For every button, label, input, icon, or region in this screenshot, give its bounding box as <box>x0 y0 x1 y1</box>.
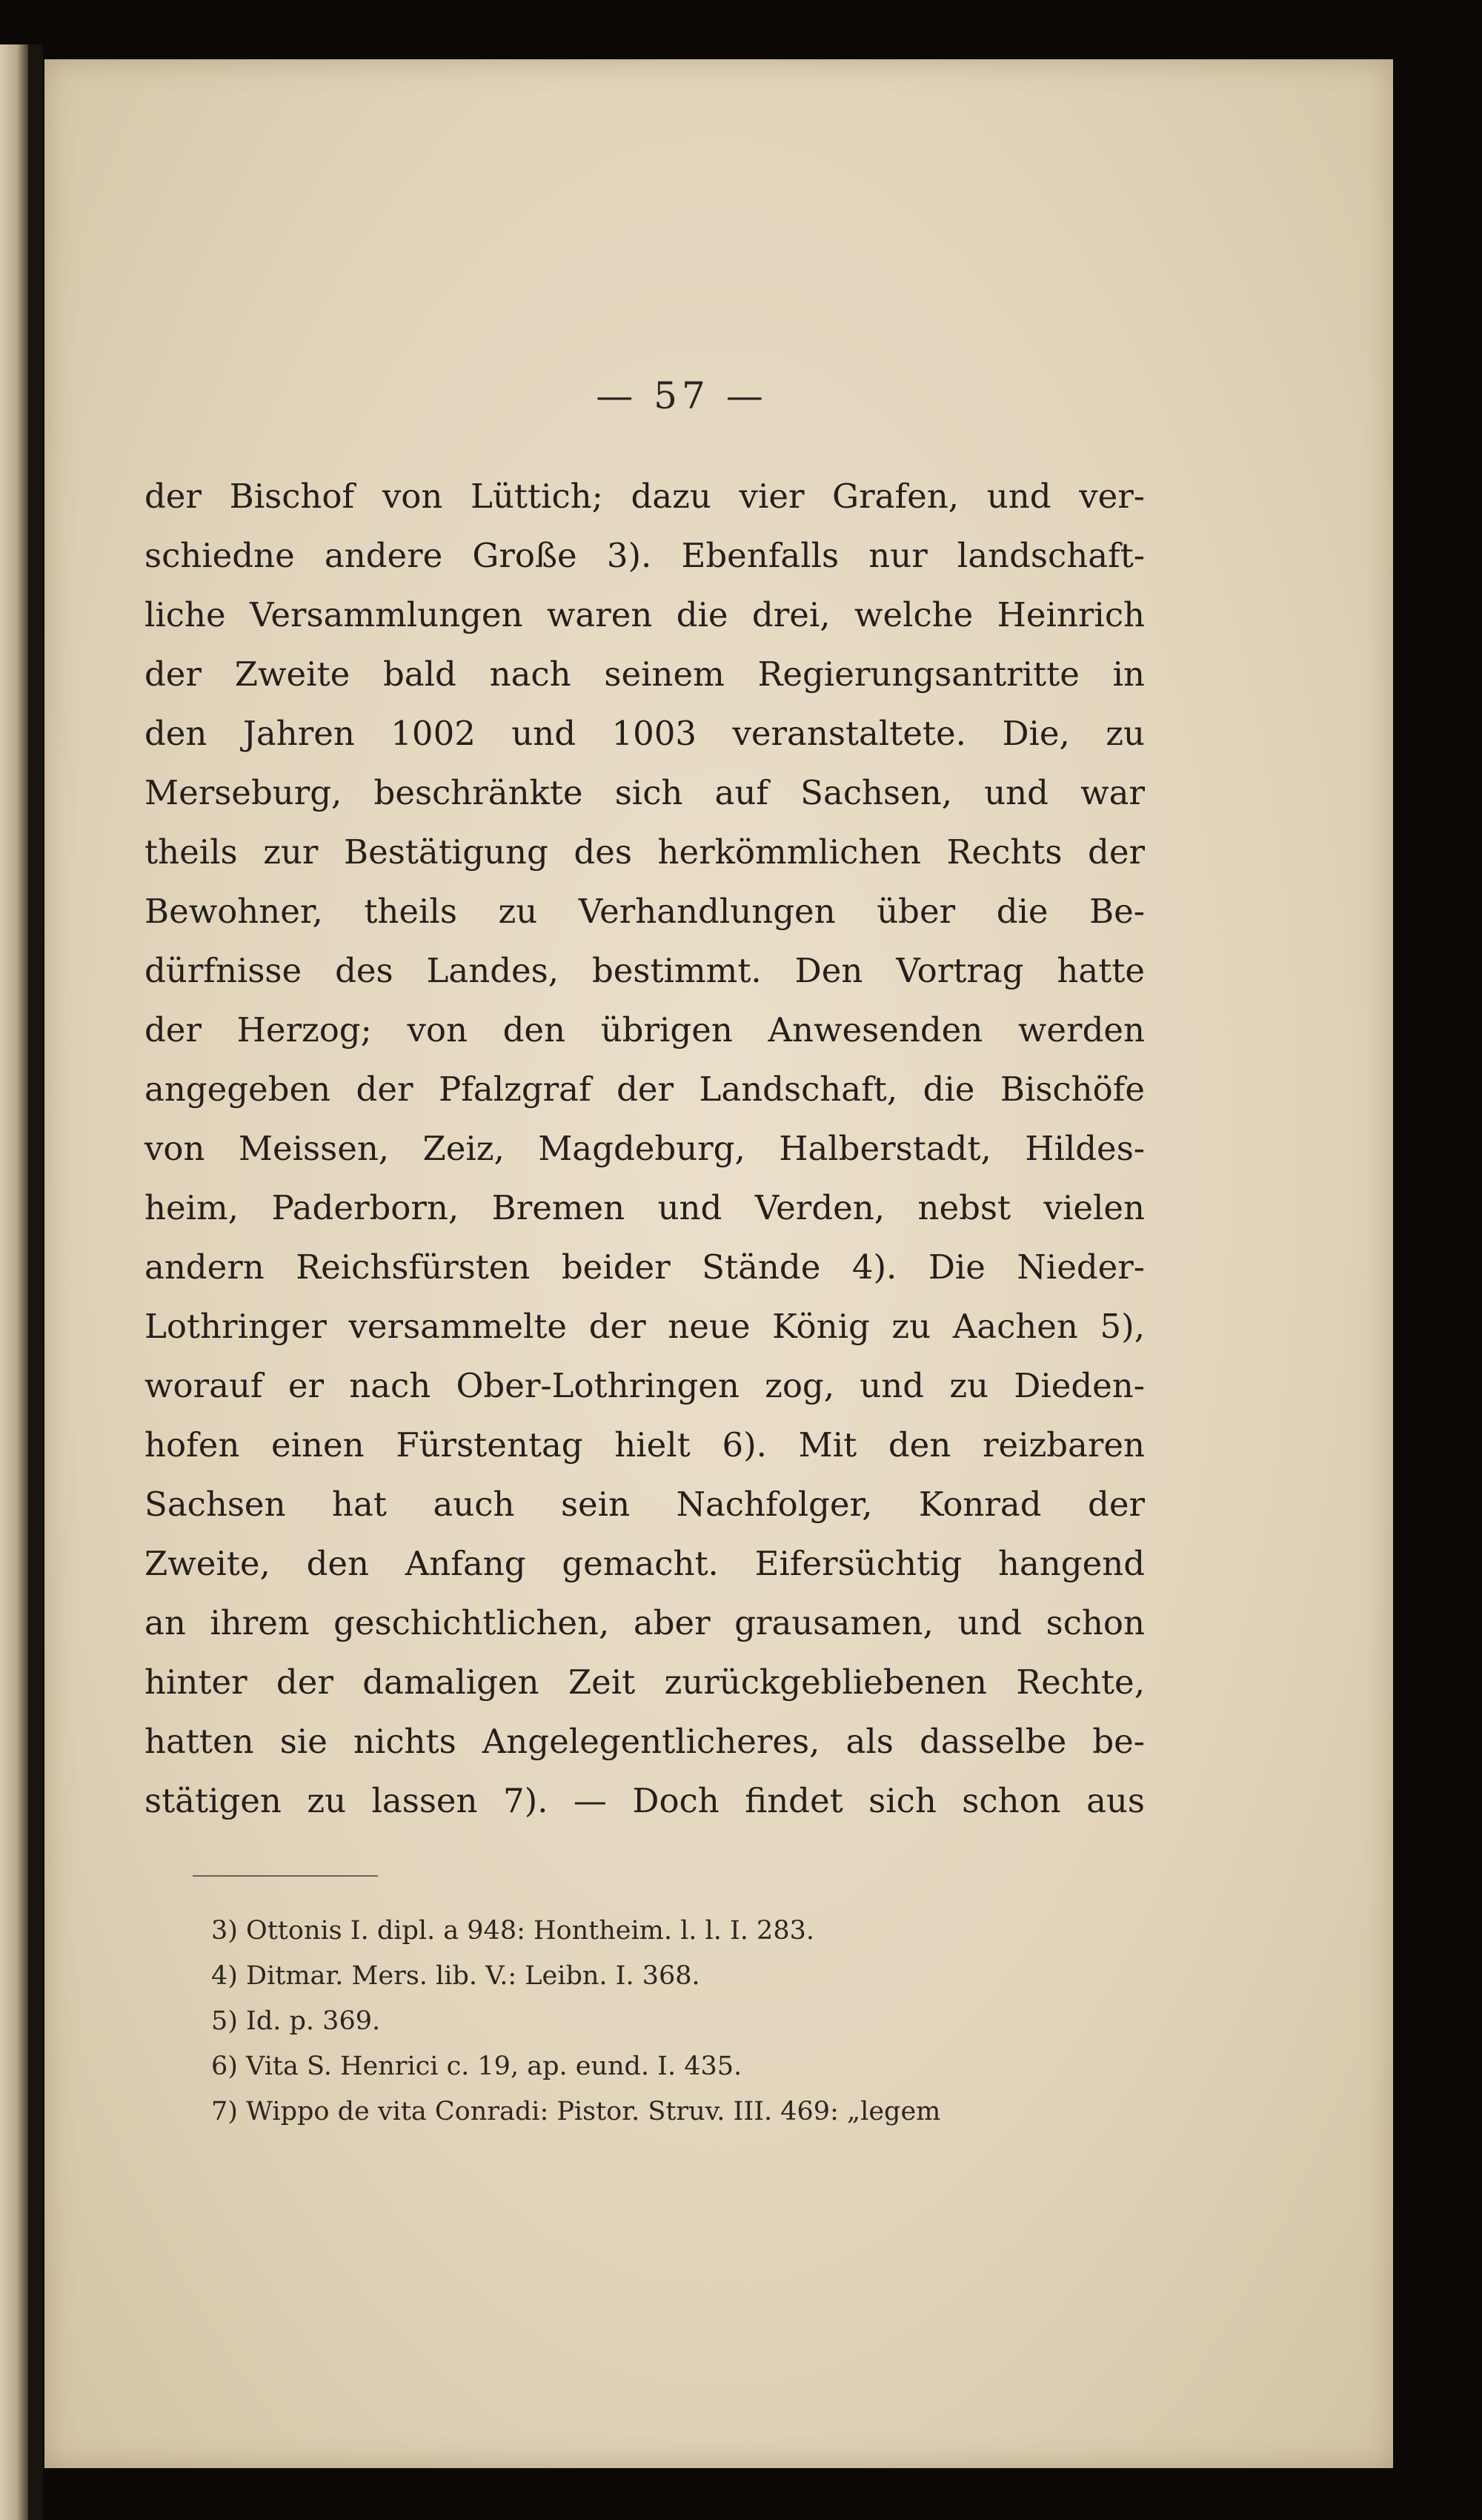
page-number: — 57 — <box>596 374 768 417</box>
footnote: 7) Wippo de vita Conradi: Pistor. Struv. III. 469: „legem <box>211 2097 941 2126</box>
text-line: der Bischof von Lüttich; dazu vier Grafen, und ver- <box>144 477 1145 516</box>
footnotes <box>211 1909 1249 2135</box>
text-line: Merseburg, beschränkte sich auf Sachsen, und war <box>144 773 1145 812</box>
text-line: liche Versammlungen waren die drei, welche Heinrich <box>144 595 1145 634</box>
book-page <box>44 59 1393 2468</box>
text-line: hofen einen Fürstentag hielt 6). Mit den reizbaren <box>144 1425 1145 1465</box>
text-line: der Herzog; von den übrigen Anwesenden werden <box>144 1010 1145 1050</box>
text-line: andern Reichsfürsten beider Stände 4). Die Nieder- <box>144 1247 1145 1287</box>
text-line: Sachsen hat auch sein Nachfolger, Konrad der <box>144 1485 1145 1524</box>
text-line: dürfnisse des Landes, bestimmt. Den Vortrag hatte <box>144 951 1145 990</box>
text-line: stätigen zu lassen 7). — Doch findet sich schon aus <box>144 1781 1145 1820</box>
footnote: 5) Id. p. 369. <box>211 2006 381 2036</box>
body-text <box>144 467 1145 1831</box>
text-line: an ihrem geschichtlichen, aber grausamen, und schon <box>144 1603 1145 1642</box>
text-line: von Meissen, Zeiz, Magdeburg, Halberstadt, Hildes- <box>144 1129 1145 1168</box>
footnote: 3) Ottonis I. dipl. a 948: Hontheim. l. l. I. 283. <box>211 1916 814 1946</box>
text-line: hatten sie nichts Angelegentlicheres, als dasselbe be- <box>144 1722 1145 1761</box>
footnote-divider <box>193 1875 378 1877</box>
footnote: 6) Vita S. Henrici c. 19, ap. eund. I. 435. <box>211 2052 742 2081</box>
text-line: worauf er nach Ober-Lothringen zog, und zu Dieden- <box>144 1366 1145 1405</box>
text-line: Bewohner, theils zu Verhandlungen über die Be- <box>144 892 1145 931</box>
text-line: heim, Paderborn, Bremen und Verden, nebst vielen <box>144 1188 1145 1227</box>
text-line: schiedne andere Große 3). Ebenfalls nur landschaft- <box>144 536 1145 575</box>
text-line: der Zweite bald nach seinem Regierungsantritte in <box>144 654 1145 694</box>
text-line: den Jahren 1002 und 1003 veranstaltete. Die, zu <box>144 714 1145 753</box>
text-line: angegeben der Pfalzgraf der Landschaft, die Bischöfe <box>144 1070 1145 1109</box>
text-line: Lothringer versammelte der neue König zu Aachen 5), <box>144 1307 1145 1346</box>
text-line: hinter der damaligen Zeit zurückgebliebenen Rechte, <box>144 1662 1145 1702</box>
text-line: theils zur Bestätigung des herkömmlichen Rechts der <box>144 832 1145 872</box>
text-line: Zweite, den Anfang gemacht. Eifersüchtig hangend <box>144 1544 1145 1583</box>
footnote: 4) Ditmar. Mers. lib. V.: Leibn. I. 368. <box>211 1961 700 1991</box>
